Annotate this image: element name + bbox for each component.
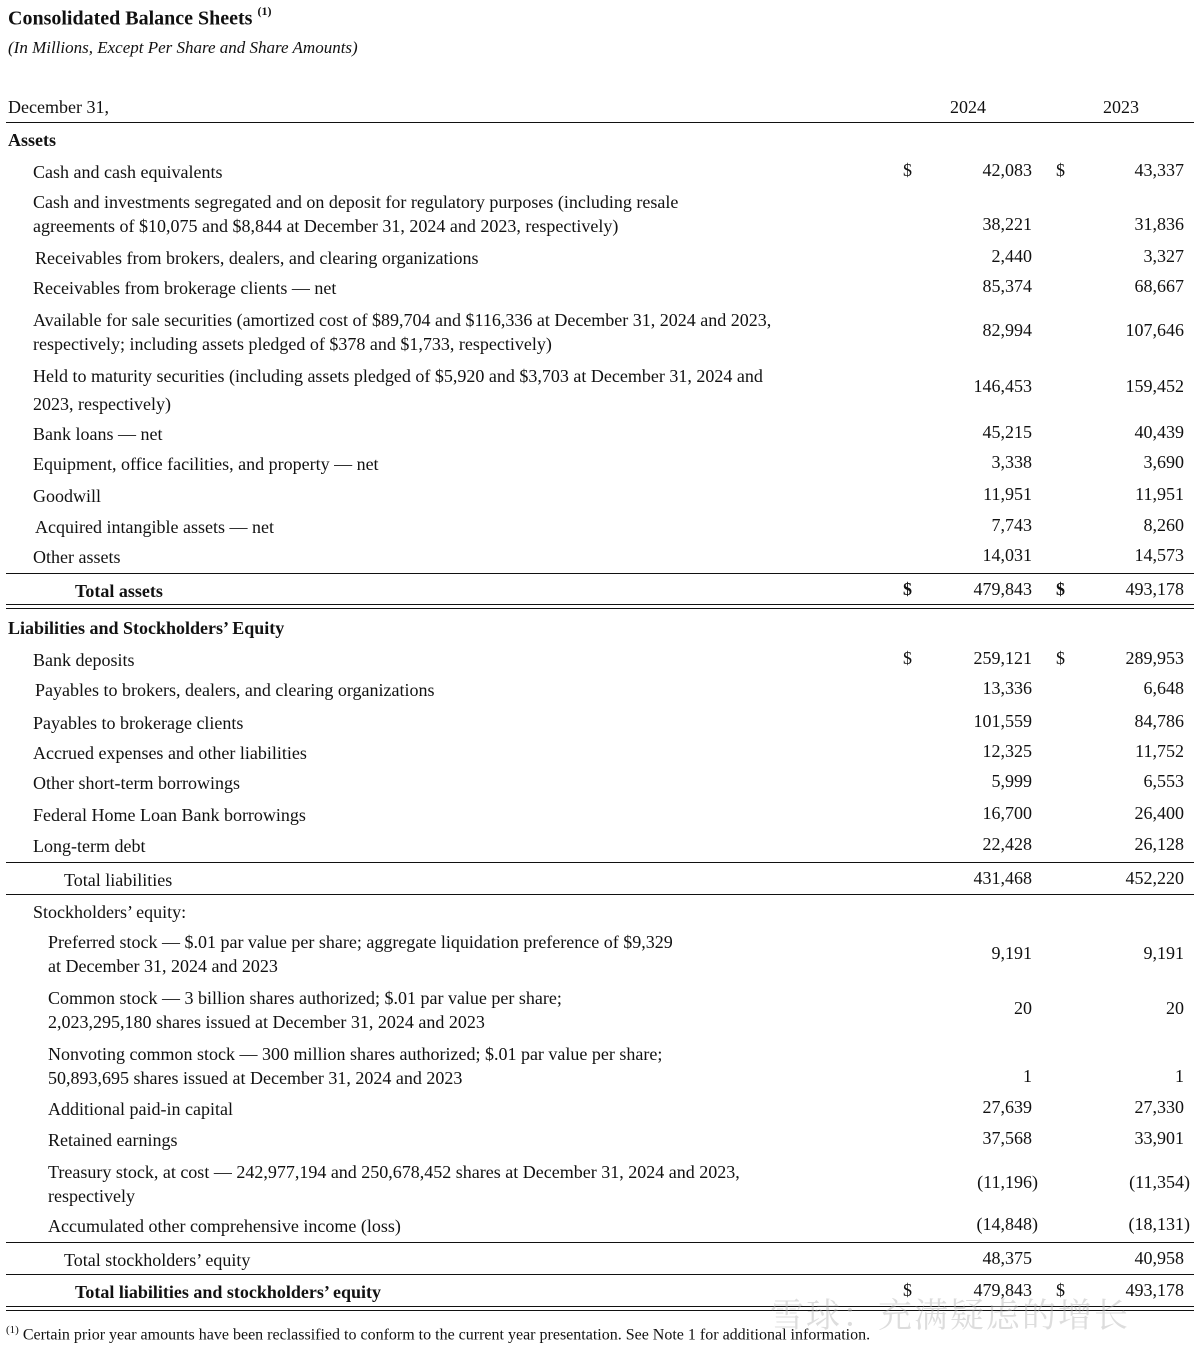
row-label: Retained earnings bbox=[48, 1130, 178, 1150]
value-2024: 2,440 bbox=[991, 246, 1032, 266]
value-2024: (11,196) bbox=[977, 1172, 1038, 1192]
row-label: Payables to brokerage clients bbox=[33, 713, 244, 733]
value-2023: 26,400 bbox=[1134, 803, 1184, 823]
dollar-sign: $ bbox=[903, 160, 912, 180]
value-2024: 5,999 bbox=[991, 771, 1032, 791]
value-2023: 26,128 bbox=[1134, 834, 1184, 854]
value-2023: 159,452 bbox=[1125, 376, 1184, 396]
row-label: Additional paid-in capital bbox=[48, 1099, 233, 1119]
dollar-sign: $ bbox=[903, 1280, 912, 1300]
year-2024-header: 2024 bbox=[950, 97, 986, 117]
value-2023: 84,786 bbox=[1134, 711, 1184, 731]
value-2023: 3,327 bbox=[1143, 246, 1184, 266]
value-2023: 11,752 bbox=[1135, 741, 1184, 761]
row-label: Nonvoting common stock — 300 million shares authorized; $.01 par value per share; 50,893,695 shares issued at December 31, 2024 and 2023 bbox=[48, 1044, 663, 1088]
total-rule bbox=[6, 573, 1194, 574]
value-2024: 1 bbox=[1023, 1066, 1032, 1086]
value-2024: 16,700 bbox=[982, 803, 1032, 823]
value-2023: 43,337 bbox=[1134, 160, 1184, 180]
value-2024: 7,743 bbox=[991, 515, 1032, 535]
page-title bbox=[8, 6, 271, 31]
footnote bbox=[6, 1324, 870, 1344]
footnote-mark: (1) bbox=[6, 1324, 19, 1336]
total-rule bbox=[6, 1274, 1194, 1275]
row-label: Acquired intangible assets — net bbox=[35, 517, 274, 537]
dollar-sign: $ bbox=[903, 648, 912, 668]
value-2023: 3,690 bbox=[1143, 452, 1184, 472]
value-2024: 12,325 bbox=[982, 741, 1032, 761]
value-2024: 38,221 bbox=[982, 214, 1032, 234]
row-label: Available for sale securities (amortized cost of $89,704 and $116,336 at December 31, 2024 and 2023, respectively; including assets pledged of $378 and $1,733, respectively) bbox=[33, 310, 772, 354]
row-label: Other assets bbox=[33, 547, 121, 567]
double-rule-top bbox=[6, 604, 1194, 605]
value-2024: 82,994 bbox=[982, 320, 1032, 340]
watermark: 雪球：充满疑虑的增长 bbox=[770, 1296, 1130, 1336]
row-label: Held to maturity securities (including assets pledged of $5,920 and $3,703 at December 31, 2024 and 2023, respectively) bbox=[33, 366, 763, 414]
double-rule-bottom bbox=[6, 608, 1194, 609]
value-2024: 9,191 bbox=[991, 943, 1032, 963]
dollar-sign: $ bbox=[1056, 1280, 1065, 1300]
row-label: Treasury stock, at cost — 242,977,194 and 250,678,452 shares at December 31, 2024 and 2023, respectively bbox=[48, 1162, 740, 1206]
row-label: Stockholders’ equity: bbox=[33, 902, 187, 922]
value-2023: 20 bbox=[1166, 998, 1184, 1018]
value-2024: 20 bbox=[1014, 998, 1032, 1018]
row-label: Receivables from brokerage clients — net bbox=[33, 278, 337, 298]
value-2024: 27,639 bbox=[982, 1097, 1032, 1117]
date-column-header: December 31, bbox=[8, 97, 109, 117]
row-label: Bank loans — net bbox=[33, 424, 163, 444]
value-2024: 37,568 bbox=[982, 1128, 1032, 1148]
section-title: Assets bbox=[8, 130, 56, 150]
value-2023: (18,131) bbox=[1128, 1214, 1190, 1234]
value-2023: 107,646 bbox=[1125, 320, 1184, 340]
section-title: Liabilities and Stockholders’ Equity bbox=[8, 618, 285, 638]
dollar-sign: $ bbox=[1056, 648, 1065, 668]
footnote-text: Certain prior year amounts have been reclassified to conform to the current year presentation. See Note 1 for additional information. bbox=[18, 1326, 871, 1344]
title-text: Consolidated Balance Sheets bbox=[8, 7, 253, 30]
header-rule bbox=[6, 122, 1194, 123]
value-2023: 31,836 bbox=[1134, 214, 1184, 234]
value-2024: 3,338 bbox=[991, 452, 1032, 472]
row-label: Total liabilities bbox=[64, 870, 173, 890]
value-2023: 6,648 bbox=[1143, 678, 1184, 698]
row-label: Total stockholders’ equity bbox=[64, 1250, 251, 1270]
value-2024: 11,951 bbox=[983, 484, 1032, 504]
value-2024: 48,375 bbox=[982, 1248, 1032, 1268]
row-label: Bank deposits bbox=[33, 650, 135, 670]
value-2023: 40,958 bbox=[1134, 1248, 1184, 1268]
row-label: Cash and cash equivalents bbox=[33, 162, 223, 182]
row-label: Long-term debt bbox=[33, 836, 146, 856]
value-2023: 289,953 bbox=[1125, 648, 1184, 668]
value-2023: 40,439 bbox=[1134, 422, 1184, 442]
subtotal-rule bbox=[6, 1242, 1194, 1243]
value-2024: 45,215 bbox=[982, 422, 1032, 442]
value-2023: 6,553 bbox=[1143, 771, 1184, 791]
value-2023: 493,178 bbox=[1125, 579, 1184, 599]
value-2023: 1 bbox=[1175, 1066, 1184, 1086]
value-2024: 146,453 bbox=[973, 376, 1032, 396]
value-2024: 431,468 bbox=[973, 868, 1032, 888]
year-2023-header: 2023 bbox=[1103, 97, 1139, 117]
dollar-sign: $ bbox=[1056, 160, 1065, 180]
row-label: Cash and investments segregated and on deposit for regulatory purposes (including resale agreements of $10,075 and $8,844 at December 31, 2024 and 2023, respectively) bbox=[33, 192, 679, 236]
title-footnote-mark: (1) bbox=[257, 4, 272, 18]
row-label: Goodwill bbox=[33, 486, 102, 506]
value-2024: 101,559 bbox=[973, 711, 1032, 731]
value-2023: 493,178 bbox=[1125, 1280, 1184, 1300]
value-2024: 479,843 bbox=[973, 1280, 1032, 1300]
subtotal-rule bbox=[6, 894, 1194, 895]
subtotal-rule bbox=[6, 862, 1194, 863]
value-2023: 68,667 bbox=[1134, 276, 1184, 296]
value-2024: 259,121 bbox=[973, 648, 1032, 668]
value-2023: (11,354) bbox=[1129, 1172, 1190, 1192]
dollar-sign: $ bbox=[903, 579, 912, 599]
value-2024: 14,031 bbox=[982, 545, 1032, 565]
page-subtitle: (In Millions, Except Per Share and Share Amounts) bbox=[8, 38, 358, 57]
value-2023: 452,220 bbox=[1125, 868, 1184, 888]
value-2023: 8,260 bbox=[1143, 515, 1184, 535]
row-label: Equipment, office facilities, and property — net bbox=[33, 454, 379, 474]
row-label: Receivables from brokers, dealers, and clearing organizations bbox=[35, 248, 479, 268]
value-2024: 22,428 bbox=[982, 834, 1032, 854]
dollar-sign: $ bbox=[1056, 579, 1065, 599]
row-label: Payables to brokers, dealers, and clearing organizations bbox=[35, 680, 435, 700]
value-2023: 9,191 bbox=[1143, 943, 1184, 963]
value-2023: 11,951 bbox=[1135, 484, 1184, 504]
row-label: Common stock — 3 billion shares authorized; $.01 par value per share; 2,023,295,180 shares issued at December 31, 2024 and 2023 bbox=[48, 988, 562, 1032]
row-label: Preferred stock — $.01 par value per share; aggregate liquidation preference of $9,329 at December 31, 2024 and 2023 bbox=[48, 932, 673, 976]
row-label: Other short-term borrowings bbox=[33, 773, 240, 793]
row-label: Total liabilities and stockholders’ equity bbox=[75, 1282, 382, 1302]
value-2023: 14,573 bbox=[1134, 545, 1184, 565]
row-label: Federal Home Loan Bank borrowings bbox=[33, 805, 306, 825]
value-2024: 479,843 bbox=[973, 579, 1032, 599]
row-label: Total assets bbox=[75, 581, 163, 601]
value-2023: 33,901 bbox=[1134, 1128, 1184, 1148]
value-2023: 27,330 bbox=[1134, 1097, 1184, 1117]
value-2024: (14,848) bbox=[976, 1214, 1038, 1234]
row-label: Accumulated other comprehensive income (loss) bbox=[48, 1216, 401, 1236]
value-2024: 42,083 bbox=[982, 160, 1032, 180]
row-label: Accrued expenses and other liabilities bbox=[33, 743, 307, 763]
value-2024: 85,374 bbox=[982, 276, 1032, 296]
value-2024: 13,336 bbox=[982, 678, 1032, 698]
